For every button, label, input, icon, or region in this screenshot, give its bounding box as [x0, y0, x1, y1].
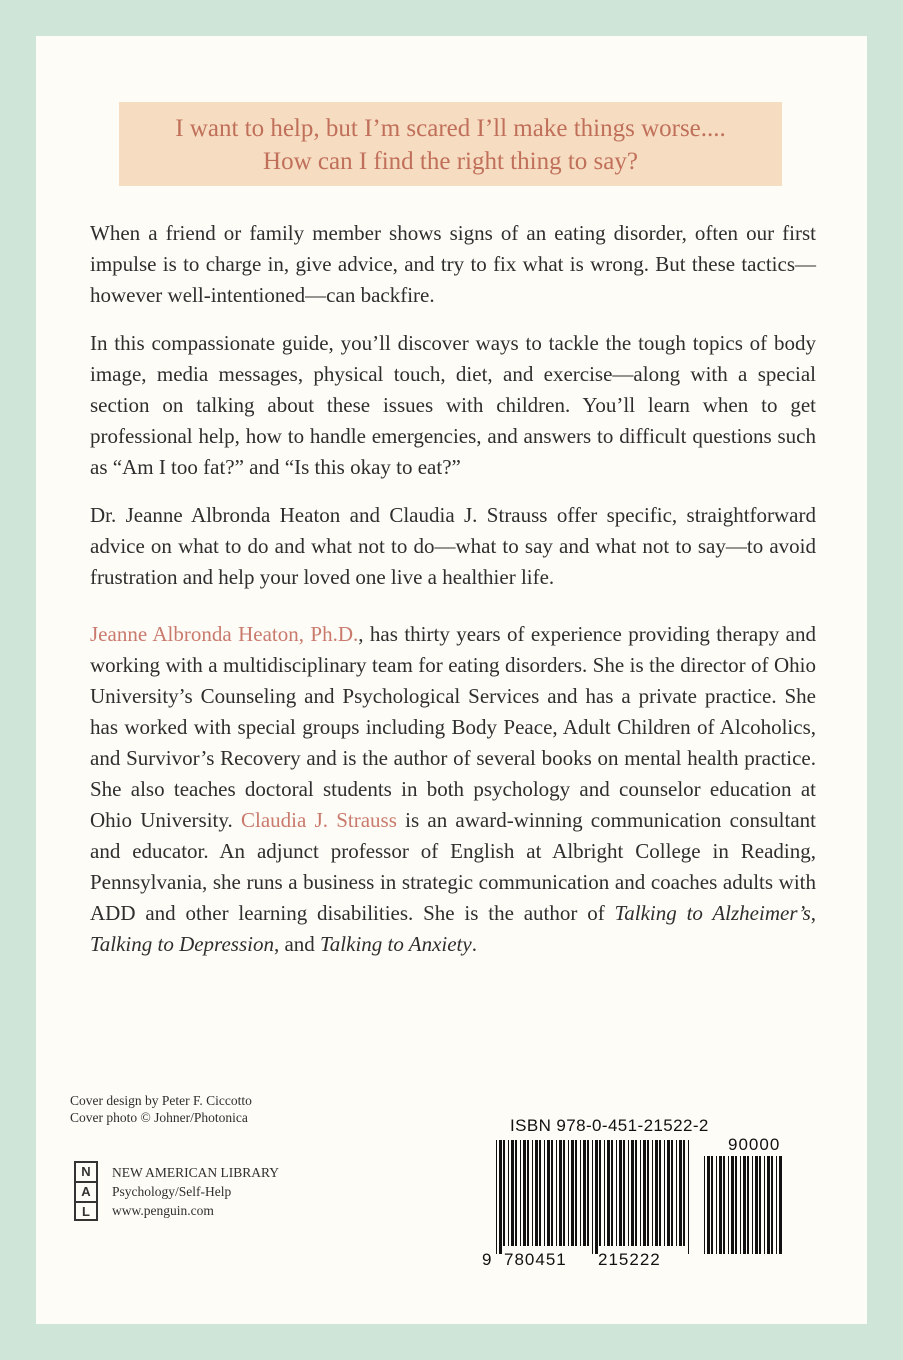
- barcode-bar: [652, 1140, 653, 1246]
- barcode-bar: [559, 1140, 562, 1246]
- barcode-bar: [551, 1140, 553, 1246]
- barcode-bar: [728, 1156, 729, 1254]
- barcode-price-code: 90000: [728, 1136, 781, 1154]
- barcode-bar: [547, 1140, 550, 1246]
- barcode: [482, 1136, 792, 1270]
- author-bio: [90, 619, 816, 960]
- barcode-bar: [683, 1140, 685, 1246]
- barcode-bar: [752, 1156, 753, 1254]
- barcode-bar: [544, 1140, 545, 1246]
- barcode-bar: [716, 1156, 717, 1254]
- barcode-bar: [771, 1156, 773, 1254]
- publisher-website: www.penguin.com: [112, 1203, 214, 1218]
- barcode-bar: [604, 1140, 605, 1246]
- paragraph-guide: In this compassionate guide, you’ll discover ways to tackle the tough topics of body image, media messages, physical touch, diet, and exercise—along with a special section on talking about these issues with children. You’ll learn when to get professional help, how to handle emergencies, and answers to difficult questions such as “Am I too fat?” and “Is this okay to eat?”: [90, 331, 816, 479]
- barcode-digits-right: 215222: [598, 1250, 661, 1269]
- barcode-bar: [571, 1140, 574, 1246]
- barcode-bar: [635, 1140, 637, 1246]
- bio-separator-2: , and: [273, 932, 321, 956]
- barcode-bar: [743, 1156, 746, 1254]
- bio-end: .: [471, 932, 477, 956]
- barcode-bar: [527, 1140, 529, 1246]
- barcode-bar: [583, 1140, 586, 1246]
- barcode-bar: [647, 1140, 649, 1246]
- barcode-bar: [640, 1140, 641, 1246]
- book-title-anxiety: Talking to Anxiety: [320, 932, 472, 956]
- barcode-graphic: [482, 1136, 792, 1270]
- barcode-bar: [595, 1140, 598, 1254]
- cover-credits: [70, 1092, 252, 1126]
- barcode-bar: [599, 1140, 601, 1246]
- barcode-bar: [735, 1156, 737, 1254]
- barcode-bar: [711, 1156, 713, 1254]
- barcode-bar: [503, 1140, 505, 1246]
- bio-text-heaton: , has thirty years of experience providing therapy and working with a multidisciplinary team for eating disorders. She is the director of Ohio University’s Counseling and Psychological Services and has a private practice. She has worked with special groups including Body Peace, Adult Children of Alcoholics, and Survivor’s Recovery and is the author of several books on mental health practice. She also teaches doctoral students in both psychology and counselor education at Ohio University.: [90, 622, 816, 832]
- cover-design-credit: Cover design by Peter F. Ciccotto: [70, 1093, 252, 1108]
- barcode-bar: [556, 1140, 557, 1246]
- barcode-bar: [496, 1140, 497, 1254]
- barcode-bar: [575, 1140, 577, 1246]
- barcode-bar: [731, 1156, 734, 1254]
- publisher-name: NEW AMERICAN LIBRARY: [112, 1165, 280, 1180]
- barcode-bar: [747, 1156, 749, 1254]
- barcode-bar: [767, 1156, 770, 1254]
- description: [90, 218, 816, 977]
- barcode-bar: [755, 1156, 758, 1254]
- barcode-bar: [508, 1140, 509, 1246]
- barcode-bar: [592, 1140, 593, 1254]
- barcode-bar: [499, 1140, 502, 1254]
- isbn-label: ISBN 978-0-451-21522-2: [510, 1116, 709, 1135]
- barcode-bar: [643, 1140, 646, 1246]
- barcode-bar: [740, 1156, 741, 1254]
- barcode-bar: [563, 1140, 565, 1246]
- book-title-alzheimers: Talking to Alzheimer’s: [614, 901, 811, 925]
- barcode-bar: [704, 1156, 705, 1254]
- barcode-bar: [523, 1140, 526, 1246]
- barcode-bar: [667, 1140, 670, 1246]
- nal-logo-letter-l: L: [82, 1204, 90, 1219]
- barcode-bar: [616, 1140, 617, 1246]
- barcode-digit-first: 9: [482, 1250, 492, 1269]
- tagline-line-2: How can I find the right thing to say?: [263, 148, 638, 175]
- publisher-info: [112, 1163, 279, 1220]
- barcode-bar: [611, 1140, 613, 1246]
- barcode-bar: [619, 1140, 622, 1246]
- nal-logo-letter-n: N: [76, 1163, 96, 1183]
- barcode-bar: [607, 1140, 610, 1246]
- bio-separator-1: ,: [810, 901, 816, 925]
- tagline-line-1: I want to help, but I’m scared I’ll make things worse....: [175, 115, 726, 142]
- barcode-bar: [628, 1140, 629, 1246]
- barcode-bar: [587, 1140, 589, 1246]
- author-name-heaton: Jeanne Albronda Heaton, Ph.D.: [90, 622, 359, 646]
- barcode-bar: [580, 1140, 581, 1246]
- barcode-bar: [520, 1140, 521, 1246]
- barcode-bar: [779, 1156, 782, 1254]
- barcode-bar: [764, 1156, 765, 1254]
- barcode-bar: [676, 1140, 677, 1246]
- barcode-bar: [719, 1156, 722, 1254]
- barcode-bar: [707, 1156, 710, 1254]
- barcode-bar: [515, 1140, 517, 1246]
- barcode-bar: [623, 1140, 625, 1246]
- barcode-bar: [655, 1140, 658, 1246]
- barcode-bar: [535, 1140, 538, 1246]
- barcode-bar: [511, 1140, 514, 1246]
- barcode-digits-left: 780451: [504, 1250, 567, 1269]
- cover-photo-credit: Cover photo © Johner/Photonica: [70, 1110, 248, 1125]
- bio-text-strauss: is an award-winning communication consultant and educator. An adjunct professor of English at Albright College in Reading, Pennsylvania, she runs a business in strategic communication and coaches adults with ADD and other learning disabilities. She is the author of: [90, 808, 816, 925]
- barcode-bar: [539, 1140, 541, 1246]
- back-cover: [36, 36, 867, 1324]
- barcode-bar: [664, 1140, 665, 1246]
- barcode-bar: [759, 1156, 761, 1254]
- barcode-bar: [631, 1140, 634, 1246]
- barcode-bar: [659, 1140, 661, 1246]
- barcode-bar: [723, 1156, 725, 1254]
- barcode-bar: [671, 1140, 673, 1246]
- book-title-depression: Talking to Depression: [90, 932, 274, 956]
- barcode-bar: [568, 1140, 569, 1246]
- barcode-bar: [776, 1156, 777, 1254]
- barcode-bar: [532, 1140, 533, 1246]
- author-name-strauss: Claudia J. Strauss: [241, 808, 397, 832]
- tagline-box: [119, 102, 782, 186]
- nal-logo: [74, 1161, 98, 1221]
- publisher-category: Psychology/Self-Help: [112, 1184, 232, 1199]
- nal-logo-letter-a: A: [76, 1183, 96, 1203]
- barcode-bar: [688, 1140, 689, 1254]
- paragraph-authors: Dr. Jeanne Albronda Heaton and Claudia J. Strauss offer specific, straightforward advice on what to do and what not to do—what to say and what not to say—to avoid frustration and help your loved one live a healthier life.: [90, 503, 816, 589]
- paragraph-intro: When a friend or family member shows signs of an eating disorder, often our first impulse is to charge in, give advice, and try to fix what is wrong. But these tactics—however well-intentioned—can backfire.: [90, 221, 816, 307]
- barcode-bar: [679, 1140, 682, 1246]
